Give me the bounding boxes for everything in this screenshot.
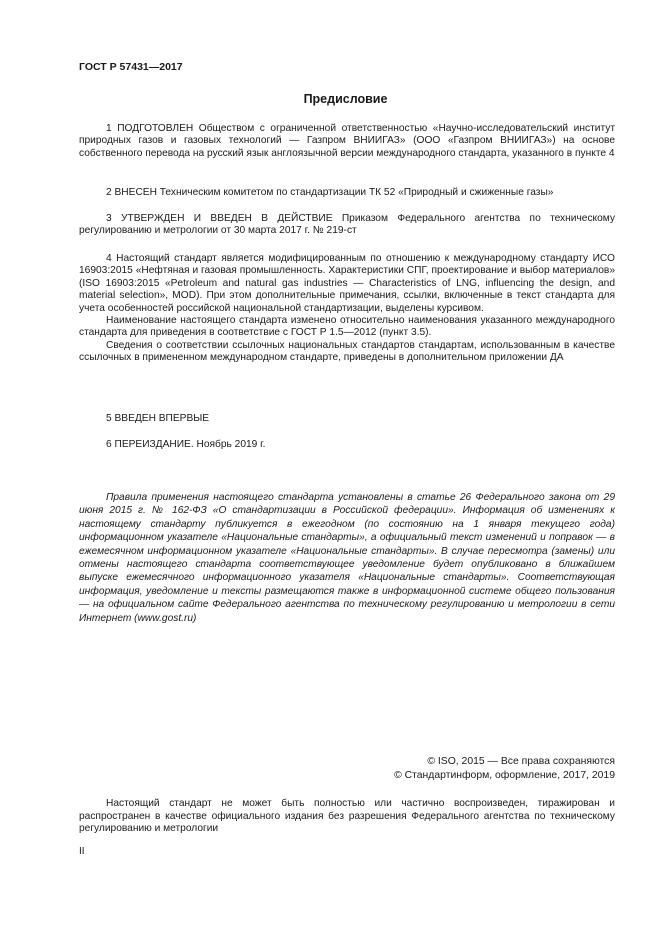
copyright-block (394, 755, 615, 783)
foreword-item-2 (79, 187, 615, 199)
rules-notice (79, 491, 615, 625)
foreword-item-5 (79, 413, 615, 425)
reproduction-notice-text: Настоящий стандарт не может быть полностью или частично воспроизведен, тиражирован и распространен в качестве официального издания без разрешения Федерального агентства по техническому регулированию и метрологии (79, 798, 615, 835)
document-header: ГОСТ Р 57431—2017 (79, 61, 183, 73)
reproduction-notice (79, 798, 615, 836)
foreword-item-4-name-change: Наименование настоящего стандарта изменено относительно наименования указанного международного стандарта для приведения в соответствие с ГОСТ Р 1.5—2012 (пункт 3.5). (79, 315, 615, 339)
foreword-item-2-text: 2 ВНЕСЕН Техническим комитетом по стандартизации ТК 52 «Природный и сжиженные газы» (106, 187, 554, 198)
foreword-item-3 (79, 213, 615, 238)
foreword-item-4 (79, 253, 615, 365)
foreword-item-4-text: 4 Настоящий стандарт является модифицированным по отношению к международному стандарту ИСО 16903:2015 «Нефтяная и газовая промышленность. Характеристики СПГ, проектирование и выбор материалов» (ISO 16903:2015 «Petroleum and natural gas industries — Characteristics of LNG, influencing the design, and material selection», MOD). При этом дополнительные примечания, ссылки, включенные в текст стандарта для учета особенностей российской национальной стандартизации, выделены курсивом. (79, 253, 615, 314)
foreword-item-3-text: 3 УТВЕРЖДЕН И ВВЕДЕН В ДЕЙСТВИЕ Приказом Федерального агентства по техническому регулированию и метрологии от 30 марта 2017 г. № 219-ст (79, 213, 615, 237)
foreword-item-6-text: 6 ПЕРЕИЗДАНИЕ. Ноябрь 2019 г. (106, 439, 266, 450)
page-number: II (79, 846, 85, 857)
copyright-iso: © ISO, 2015 — Все права сохраняются (427, 756, 615, 767)
foreword-item-6 (79, 439, 615, 451)
foreword-item-5-text: 5 ВВЕДЕН ВПЕРВЫЕ (106, 413, 210, 424)
foreword-item-1-text: 1 ПОДГОТОВЛЕН Обществом с ограниченной ответственностью «Научно-исследовательский институт природных газов и газовых технологий — Газпром ВНИИГАЗ» (ООО «Газпром ВНИИГАЗ») на основе собственного перевода на русский язык англоязычной версии международного стандарта, указанного в пункте 4 (79, 123, 615, 159)
foreword-item-4-references: Сведения о соответствии ссылочных национальных стандартов стандартам, использованным в качестве ссылочных в примененном международном стандарте, приведены в дополнительном приложении ДА (79, 339, 615, 364)
page-title: Предисловие (303, 92, 388, 106)
copyright-standartinform: © Стандартинформ, оформление, 2017, 2019 (394, 770, 615, 781)
rules-notice-text: Правила применения настоящего стандарта установлены в статье 26 Федерального закона от 29 июня 2015 г. № 162-ФЗ «О стандартизации в Российской федерации». Информация об изменениях к настоящему стандарту публикуется в ежегодном (по состоянию на 1 января текущего года) информационном указателе «Национальные стандарты», а официальный текст изменений и поправок — в ежемесячном информационном указателе «Национальные стандарты». В случае пересмотра (замены) или отмены настоящего стандарта соответствующее уведомление будет опубликовано в ближайшем выпуске ежемесячного информационного указателя «Национальные стандарты». Соответствующая информация, уведомление и тексты размещаются также в информационной системе общего пользования — на официальном сайте Федерального агентства по техническому регулированию и метрологии в сети Интернет (www.gost.ru) (79, 492, 615, 624)
foreword-item-1 (79, 123, 615, 160)
